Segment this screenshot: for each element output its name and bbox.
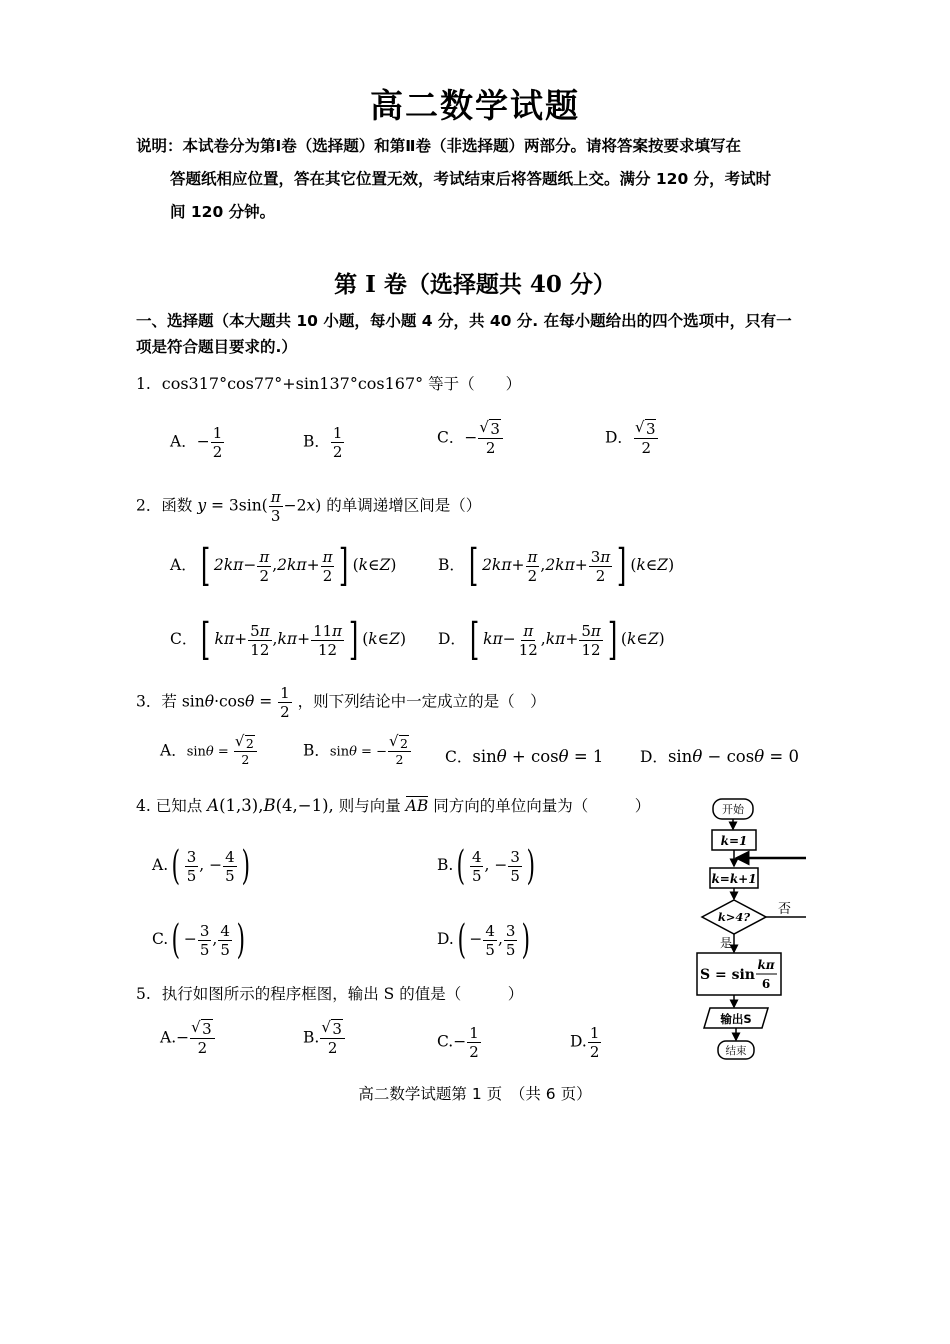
q2-option-a: A．[ 2kπ− $\frac{\pi}{2}$ ,2kπ+ $\frac{\pi}{2}$ ] (k∈Z): [170, 540, 397, 591]
q5-option-c: C.− $\frac{1}{2}$: [437, 1024, 479, 1061]
q1-option-d: D． √ $\frac{3}{2}$: [605, 420, 659, 457]
question-3-number: 3．若: [136, 692, 177, 711]
vector-ab: AB: [405, 797, 429, 815]
q3-option-c: C．sinθ + cosθ = 1: [445, 747, 604, 766]
q5-option-a: A.− √ $\frac{3}{2}$: [160, 1020, 216, 1057]
question-5-number: 5.: [136, 985, 151, 1003]
q3-option-b: B．sinθ = − √ $\frac{2}{2}$: [303, 736, 412, 767]
question-2-number: 2．函数: [136, 496, 193, 515]
section-heading: [136, 308, 826, 360]
q5-option-b: B. √ $\frac{3}{2}$: [303, 1020, 346, 1057]
question-4: 4. 已知点 A(1,3),B(4,−1), 则与向量 AB 同方向的单位向量为（ ）: [136, 796, 651, 815]
flowchart-decision-label: k>4?: [717, 910, 751, 924]
q4-option-b: B.( $\frac{4}{5}$ , − $\frac{3}{5}$ ): [437, 843, 535, 889]
question-3-suffix: ，则下列结论中一定成立的是（ ）: [297, 692, 546, 711]
flowchart-end-label: 结束: [725, 1045, 747, 1057]
flowchart-update-label: k=k+1: [711, 872, 757, 886]
question-5: [136, 982, 523, 1004]
question-1-number: 1.: [136, 375, 151, 393]
question-4-number: 4. 已知点: [136, 797, 203, 815]
page-footer: 高二数学试题第 1 页 （共 6 页）: [358, 1085, 592, 1103]
question-1: [136, 372, 521, 394]
page-title: 高二数学试题: [370, 86, 580, 125]
section-line-1: 一、选择题（本大题共 10 小题，每小题 4 分，共 40 分. 在每小题给出的四个选项中，只有一: [136, 312, 792, 330]
q4-option-a: A.( $\frac{3}{5}$ , − $\frac{4}{5}$ ): [152, 843, 250, 889]
question-1-expression: cos317°cos77°+sin137°cos167°: [161, 374, 424, 393]
q2-option-d: D．[ kπ− $\frac{\pi}{12}$ ,kπ+ $\frac{5\pi}{12}$ ] (k∈Z): [438, 614, 665, 665]
q1-option-a: A．− $\frac{1}{2}$: [170, 424, 223, 461]
flowchart-output-label: 输出S: [720, 1012, 752, 1026]
volume-title: 第 I 卷（选择题共 40 分）: [334, 271, 616, 298]
question-1-suffix: 等于（ ）: [428, 375, 522, 393]
q1-option-c: C．− √ $\frac{3}{2}$: [437, 420, 504, 457]
section-line-2: 项是符合题目要求的.）: [136, 338, 297, 356]
instructions-line-2: 答题纸相应位置，答在其它位置无效，考试结束后将答题纸上交。满分 120 分，考试时: [170, 170, 772, 188]
flowchart-assign-label: S = sin: [700, 967, 755, 983]
instructions-line-1: 说明：本试卷分为第Ⅰ卷（选择题）和第Ⅱ卷（非选择题）两部分。请将答案按要求填写在: [136, 137, 741, 155]
q5-option-d: D. $\frac{1}{2}$: [570, 1024, 600, 1061]
question-2: 2．函数 y = 3sin( $\frac{\pi}{3}$ −2x) 的单调递增区间是（）: [136, 488, 482, 525]
flowchart-assign-denominator: 6: [761, 977, 771, 991]
question-4-middle: 则与向量: [338, 797, 401, 815]
question-2-suffix: 的单调递增区间是（）: [326, 496, 482, 515]
flowchart-assign-numerator: kπ: [757, 958, 775, 972]
q4-option-d: D.( − $\frac{4}{5}$ , $\frac{3}{5}$ ): [437, 917, 531, 963]
question-5-text: 执行如图所示的程序框图，输出 S 的值是（ ）: [161, 985, 524, 1003]
q2-option-c: C．[ kπ+ $\frac{5\pi}{12}$ ,kπ+ $\frac{11\pi}{12}$ ] (k∈Z): [170, 614, 406, 665]
question-3: 3．若 sinθ·cosθ = $\frac{1}{2}$ ，则下列结论中一定成立的是（ ）: [136, 684, 546, 721]
q3-option-a: A．sinθ = √ $\frac{2}{2}$: [160, 736, 258, 767]
question-4-suffix: 同方向的单位向量为（ ）: [433, 797, 651, 815]
flowchart-start-label: 开始: [722, 803, 744, 816]
exam-instructions: [136, 130, 826, 229]
q3-option-d: D．sinθ − cosθ = 0: [640, 747, 799, 766]
q4-option-c: C.( − $\frac{3}{5}$ , $\frac{4}{5}$ ): [152, 917, 245, 963]
q1-option-b: B． $\frac{1}{2}$: [303, 424, 343, 461]
flowchart-init-label: k=1: [720, 834, 748, 848]
q2-option-b: B．[ 2kπ+ $\frac{\pi}{2}$ ,2kπ+ $\frac{3\pi}{2}$ ] (k∈Z): [438, 540, 675, 591]
program-flowchart: [690, 795, 815, 1065]
instructions-line-3: 间 120 分钟。: [170, 203, 276, 221]
question-2-function: y: [197, 496, 207, 515]
flowchart-no-label: 否: [778, 902, 792, 917]
flowchart-yes-label: 是: [720, 936, 733, 950]
